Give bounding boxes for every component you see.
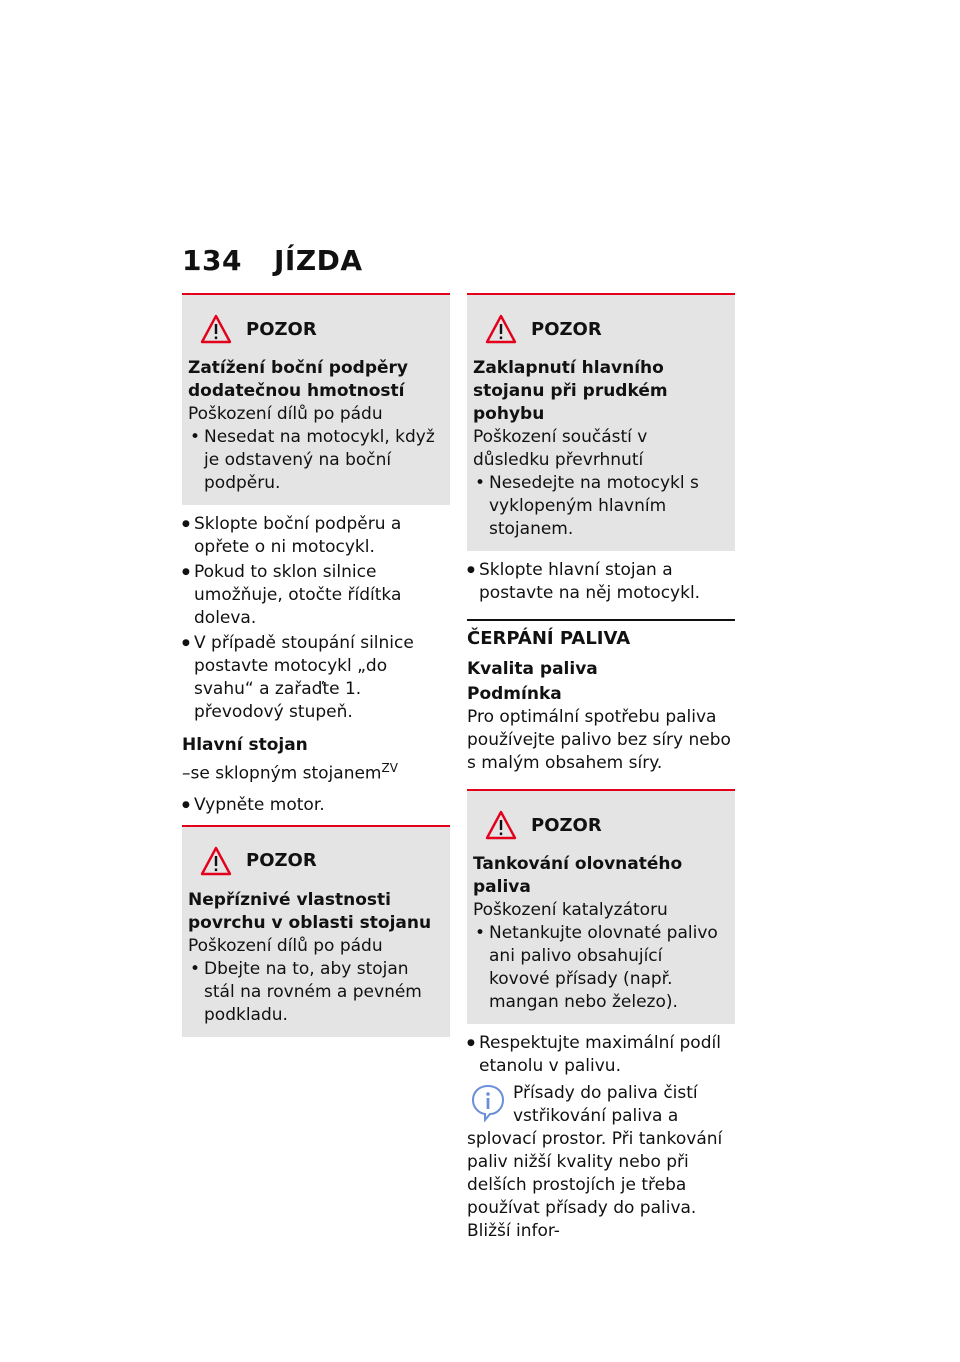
warning-item: • Netankujte olovnaté palivo ani palivo obsahující kovové přísady (např. mangan nebo železo). <box>473 922 727 1014</box>
warning-box <box>467 789 735 1024</box>
right-column <box>467 293 735 1243</box>
warning-consequence: Poškození dílů po pádu <box>188 935 383 956</box>
warning-label: POZOR <box>246 850 317 872</box>
warning-header <box>473 805 727 845</box>
info-note <box>467 1082 735 1243</box>
warning-header <box>188 309 442 349</box>
warning-consequence: Poškození součástí v důsledku převrhnutí <box>473 427 648 470</box>
warning-label: POZOR <box>531 814 602 836</box>
step-item: ● Pokud to sklon silnice umožňuje, otočte řídítka doleva. <box>182 561 450 630</box>
step-item: ● Sklopte boční podpěru a opřete o ni motocykl. <box>182 513 450 559</box>
fuel-paragraph: Pro optimální spotřebu paliva používejte palivo bez síry nebo s malým obsahem síry. <box>467 707 731 773</box>
info-text: Přísady do paliva čistí vstřikování paliva a splovací prostor. Při tankování paliv nižší kvality nebo při delších prostojích je třeba používat přísady do paliva. Bližší infor- <box>467 1083 723 1241</box>
warning-triangle-icon <box>485 314 517 344</box>
fuel-section <box>467 619 735 775</box>
warning-box <box>182 293 450 505</box>
warning-title: Tankování olovnatého paliva <box>473 854 683 897</box>
page-number: 134 <box>182 244 242 277</box>
warning-item: • Nesedejte na motocykl s vyklopeným hlavním stojanem. <box>473 472 727 541</box>
chapter-title: JÍZDA <box>274 244 363 277</box>
variant-code: ZV <box>381 761 398 775</box>
warning-box <box>182 825 450 1037</box>
page-header <box>182 244 363 277</box>
subheading-condition: Podmínka <box>467 684 562 704</box>
info-icon <box>471 1084 505 1122</box>
variant-note <box>182 757 450 786</box>
section-title: ČERPÁNÍ PALIVA <box>467 628 631 649</box>
warning-triangle-icon <box>485 810 517 840</box>
warning-consequence: Poškození katalyzátoru <box>473 900 668 920</box>
warning-triangle-icon <box>200 314 232 344</box>
warning-title: Zaklapnutí hlavního stojanu při prudkém pohybu <box>473 358 668 424</box>
warning-box <box>467 293 735 551</box>
variant-text: –se sklopným stojanem <box>182 763 382 784</box>
warning-item: • Dbejte na to, aby stojan stál na rovném a pevném podkladu. <box>188 958 442 1027</box>
warning-header <box>188 841 442 881</box>
warning-title: Zatížení boční podpěry dodatečnou hmotností <box>188 358 408 401</box>
step-item: ● Respektujte maximální podíl etanolu v palivu. <box>467 1032 735 1078</box>
warning-consequence: Poškození dílů po pádu <box>188 404 383 424</box>
subheading-fuel-quality: Kvalita paliva <box>467 659 598 679</box>
step-item: ● Vypněte motor. <box>182 794 450 817</box>
step-item: ● Sklopte hlavní stojan a postavte na něj motocykl. <box>467 559 735 605</box>
subheading-main-stand: Hlavní stojan <box>182 735 308 755</box>
warning-triangle-icon <box>200 846 232 876</box>
warning-label: POZOR <box>246 318 317 340</box>
warning-item: • Nesedat na motocykl, když je odstavený na boční podpěru. <box>188 426 442 495</box>
step-item: ● V případě stoupání silnice postavte motocykl „do svahu“ a zařaďte 1. převodový stupeň. <box>182 632 450 724</box>
warning-title: Nepříznivé vlastnosti povrchu v oblasti stojanu <box>188 889 432 933</box>
warning-header <box>473 309 727 349</box>
warning-label: POZOR <box>531 318 602 340</box>
left-column <box>182 293 450 1037</box>
